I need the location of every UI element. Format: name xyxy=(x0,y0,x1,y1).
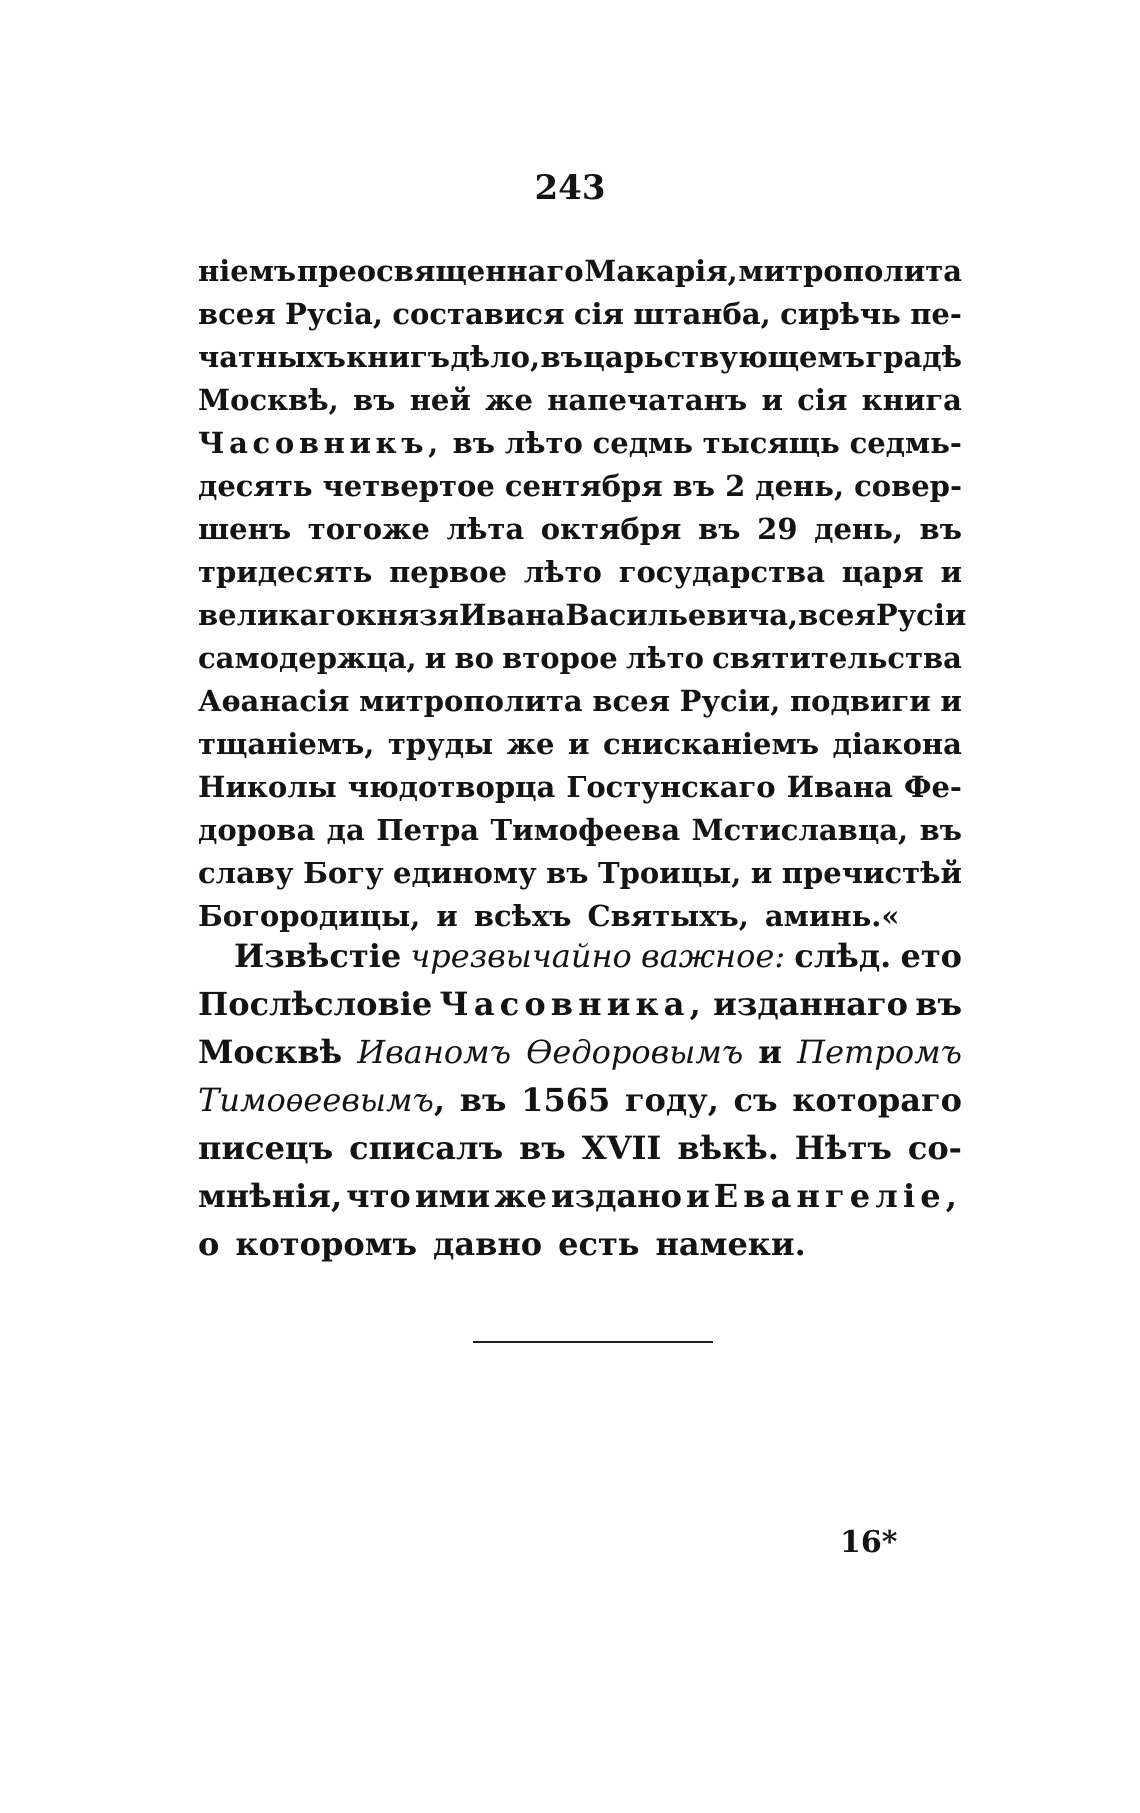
word: ніемъ xyxy=(198,254,297,288)
word: седмь xyxy=(592,426,693,460)
text-line xyxy=(198,293,962,336)
word: тщаніемъ, xyxy=(198,727,375,761)
word: напечатанъ xyxy=(547,383,748,417)
word: въ xyxy=(459,1081,507,1119)
word xyxy=(641,932,785,980)
word: самодержца, xyxy=(198,641,417,675)
word: градѣ xyxy=(865,340,962,374)
word: тогоже xyxy=(307,512,430,546)
word xyxy=(357,1028,511,1076)
text-line xyxy=(198,637,962,680)
word: мнѣнія, xyxy=(198,1177,343,1215)
word: и xyxy=(567,727,590,761)
word: Троицы, xyxy=(597,856,742,890)
word: сниcканіемъ xyxy=(603,727,819,761)
word: Евангеліе, xyxy=(713,1177,962,1215)
word: Мстиславца, xyxy=(691,813,909,847)
word: Нѣтъ xyxy=(794,1129,892,1167)
quoted-colophon-text xyxy=(198,250,967,938)
word: ими xyxy=(414,1177,491,1215)
word: лѣто xyxy=(625,641,704,675)
word: въ xyxy=(672,469,716,503)
text-line xyxy=(198,723,962,766)
section-divider xyxy=(473,1341,713,1343)
italic-word: Тимоѳеевымъ xyxy=(198,1081,434,1119)
word: въ xyxy=(919,813,962,847)
word: славу xyxy=(198,856,294,890)
word: Часовника, xyxy=(439,985,706,1023)
word: чатныхъ xyxy=(198,340,346,374)
word: намеки. xyxy=(655,1225,806,1263)
word: издано xyxy=(550,1177,682,1215)
word: пе- xyxy=(910,297,962,331)
word xyxy=(410,932,631,980)
italic-word: Петромъ xyxy=(797,1033,962,1071)
word: святительства xyxy=(712,641,962,675)
word: Богу xyxy=(303,856,384,890)
word: тысящь xyxy=(702,426,840,460)
text-line xyxy=(198,1220,962,1268)
word: книга xyxy=(861,383,962,417)
word: десять xyxy=(198,469,313,503)
word: царя xyxy=(841,555,924,589)
word: штанба, xyxy=(633,297,771,331)
word: первое xyxy=(389,555,507,589)
text-line xyxy=(198,1124,962,1172)
text-line xyxy=(198,250,962,293)
word: день, xyxy=(814,512,903,546)
word: второе xyxy=(502,641,618,675)
word: и xyxy=(940,684,962,718)
text-line xyxy=(198,680,962,723)
text-line xyxy=(198,766,962,809)
word: есть xyxy=(558,1225,640,1263)
word: и xyxy=(761,383,783,417)
word: единому xyxy=(393,856,537,890)
word: Аѳанасія xyxy=(198,684,350,718)
word: Русіа, xyxy=(285,297,383,331)
word: царьствующемъ xyxy=(583,340,865,374)
word: Послѣсловіе xyxy=(198,985,433,1023)
text-line xyxy=(198,1076,962,1124)
word: и xyxy=(758,1033,783,1071)
word: дорова xyxy=(198,813,316,847)
word: тридесять xyxy=(198,555,373,589)
word: 1565 xyxy=(521,1081,611,1119)
word: Богородицы, xyxy=(198,899,421,933)
word: дѣло, xyxy=(450,340,541,374)
word: сія xyxy=(573,297,624,331)
italic-word: Ѳедоровымъ xyxy=(526,1033,744,1071)
italic-word: Иваномъ xyxy=(357,1033,512,1071)
word: князя xyxy=(355,598,459,632)
word: въ xyxy=(540,340,583,374)
text-line xyxy=(198,422,962,465)
word: Святыхъ, xyxy=(587,899,749,933)
word: въ xyxy=(919,512,962,546)
word: подвиги xyxy=(789,684,931,718)
word: митрополита xyxy=(359,684,583,718)
word: лѣто xyxy=(523,555,602,589)
italic-word: чрезвычайно xyxy=(410,937,632,975)
word: слѣд. xyxy=(794,937,892,975)
word: сія xyxy=(797,383,848,417)
text-line xyxy=(198,932,962,980)
word: Петра xyxy=(376,813,480,847)
word: изданнаго xyxy=(713,985,908,1023)
word: Русіи xyxy=(875,598,967,632)
word: 29 xyxy=(757,512,798,546)
word: Фе- xyxy=(903,770,962,804)
word: списалъ xyxy=(349,1129,504,1167)
word: ней xyxy=(409,383,471,417)
word: котораго xyxy=(792,1081,962,1119)
word: и xyxy=(940,555,962,589)
word: писецъ xyxy=(198,1129,334,1167)
word: въ xyxy=(915,985,962,1023)
text-line xyxy=(198,594,967,637)
word: государства xyxy=(618,555,825,589)
word: и xyxy=(424,641,447,675)
text-line xyxy=(198,852,962,895)
word: въ xyxy=(352,383,396,417)
word: совер- xyxy=(854,469,962,503)
word: давно xyxy=(433,1225,543,1263)
word: съ xyxy=(733,1081,778,1119)
word: лѣта xyxy=(446,512,525,546)
word: пречистѣй xyxy=(781,856,962,890)
word: Тимоѳеевымъ, xyxy=(198,1081,445,1119)
text-line xyxy=(198,980,962,1028)
text-line xyxy=(198,1172,962,1220)
word: всея xyxy=(798,598,876,632)
word: Москвѣ xyxy=(198,1033,343,1071)
word: діакона xyxy=(832,727,962,761)
text-line xyxy=(198,551,962,594)
word: Русіи, xyxy=(679,684,781,718)
word: 2 xyxy=(725,469,746,503)
word xyxy=(797,1028,962,1076)
word: сирѣчь xyxy=(780,297,901,331)
word: что xyxy=(346,1177,411,1215)
word: въ xyxy=(546,856,589,890)
word: лѣто xyxy=(504,426,583,460)
word: преосвященнаго xyxy=(296,254,584,288)
page-number: 243 xyxy=(534,168,606,208)
text-line xyxy=(198,1028,962,1076)
word: же xyxy=(506,727,555,761)
word: четвертое xyxy=(322,469,495,503)
word: октября xyxy=(540,512,682,546)
word: Гостунскаго xyxy=(566,770,776,804)
word: аминь.« xyxy=(764,899,900,933)
word: седмь- xyxy=(849,426,962,460)
word: Часовникъ, xyxy=(198,426,443,460)
word: Васильевича, xyxy=(565,598,799,632)
word xyxy=(526,1028,743,1076)
word: составися xyxy=(392,297,565,331)
word: Ивана xyxy=(458,598,566,632)
word: Николы xyxy=(198,770,337,804)
word: всѣхъ xyxy=(473,899,572,933)
word: митрополита xyxy=(738,254,962,288)
word: великаго xyxy=(198,598,356,632)
text-line xyxy=(198,336,962,379)
text-line xyxy=(198,508,962,551)
word: Ивана xyxy=(786,770,893,804)
text-line xyxy=(198,379,962,422)
word: XVII xyxy=(581,1129,662,1167)
word: шенъ xyxy=(198,512,292,546)
italic-word: важное: xyxy=(640,937,786,975)
word: и xyxy=(436,899,458,933)
word: въ xyxy=(452,426,495,460)
text-line xyxy=(198,809,962,852)
word: которомъ xyxy=(235,1225,418,1263)
word: въ xyxy=(698,512,741,546)
word: день, xyxy=(755,469,845,503)
word: всея xyxy=(198,297,276,331)
word: всея xyxy=(592,684,670,718)
word: да xyxy=(326,813,365,847)
word: во xyxy=(454,641,494,675)
word: ето xyxy=(900,937,962,975)
word: Извѣстіе xyxy=(234,937,402,975)
word: Москвѣ, xyxy=(198,383,339,417)
word: книгъ xyxy=(346,340,450,374)
word: въ xyxy=(519,1129,566,1167)
word: вѣкѣ. xyxy=(677,1129,779,1167)
word: чюдотворца xyxy=(347,770,556,804)
word: и xyxy=(750,856,773,890)
word: сентября xyxy=(504,469,663,503)
word: со- xyxy=(907,1129,962,1167)
word: о xyxy=(198,1225,220,1263)
word: году, xyxy=(624,1081,719,1119)
editor-commentary-text xyxy=(198,932,962,1268)
word: же xyxy=(494,1177,547,1215)
word: и xyxy=(685,1177,710,1215)
word: Тимофеева xyxy=(490,813,681,847)
text-line xyxy=(198,465,962,508)
word: же xyxy=(485,383,533,417)
word: Макарія, xyxy=(584,254,738,288)
word: труды xyxy=(387,727,494,761)
printer-signature-mark: 16* xyxy=(840,1525,898,1560)
